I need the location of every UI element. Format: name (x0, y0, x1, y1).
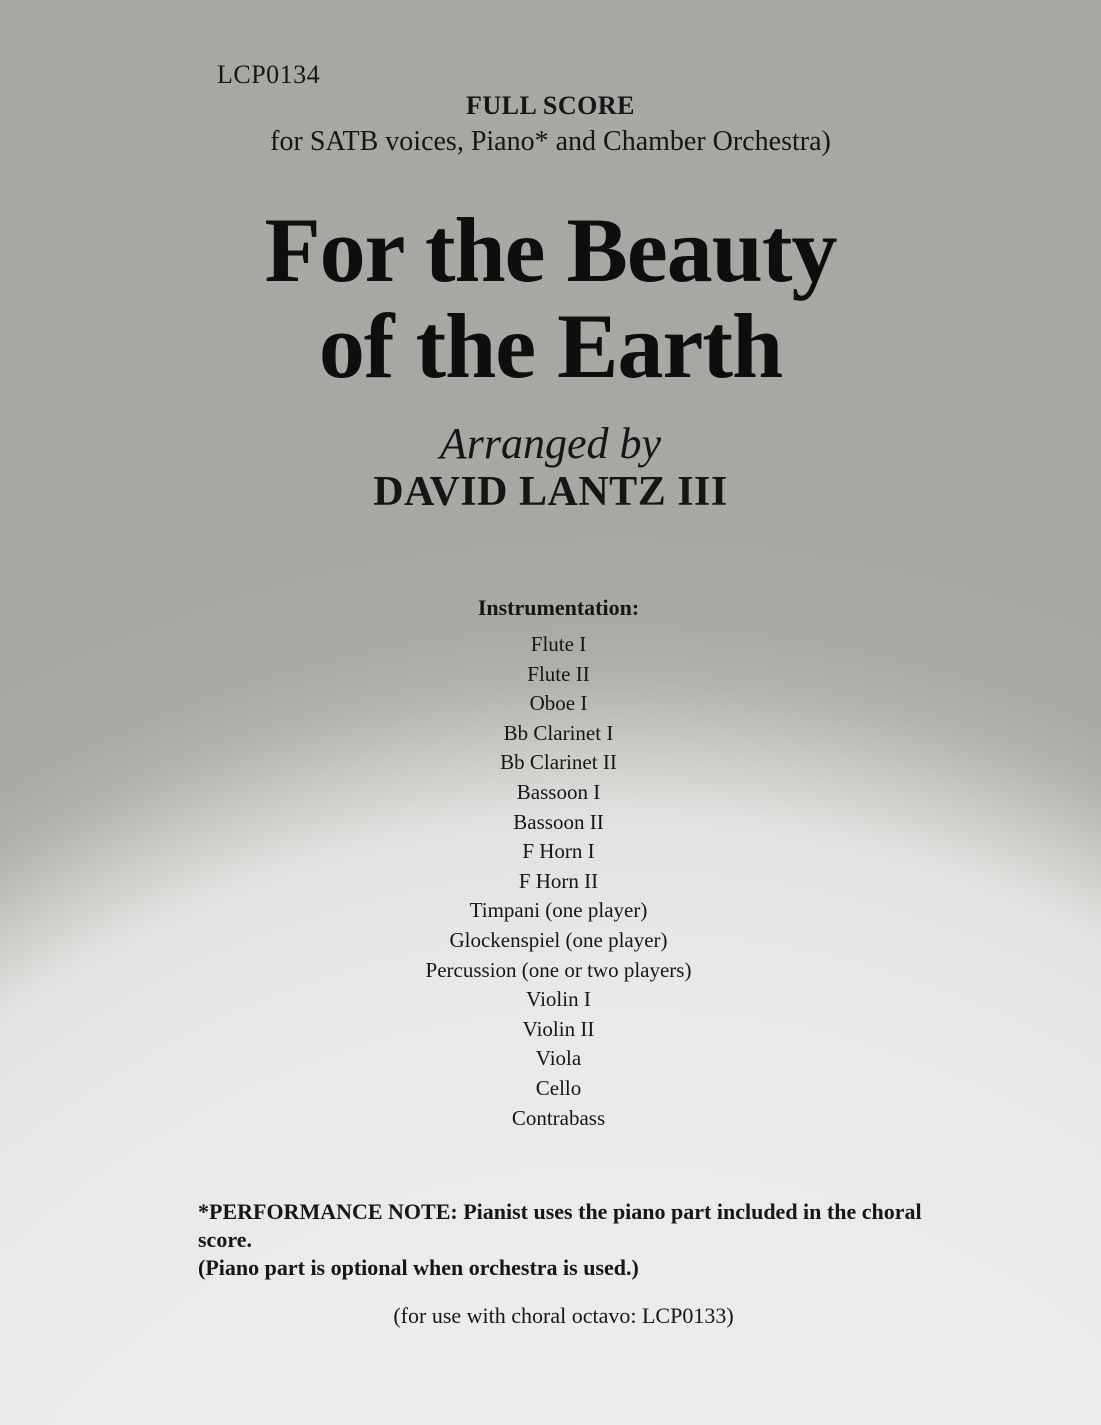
work-title-line2: of the Earth (318, 295, 783, 397)
performance-note-line1: *PERFORMANCE NOTE: Pianist uses the piano part included in the choral score. (198, 1199, 922, 1252)
work-title-line1: For the Beauty (264, 199, 837, 301)
instrument-item: Bassoon I (516, 779, 601, 804)
score-type-heading: FULL SCORE (466, 91, 635, 120)
instrument-item: Violin II (522, 1016, 595, 1041)
instrument-item: Bb Clarinet I (503, 720, 614, 745)
instrument-item: F Horn I (522, 839, 595, 864)
instrument-item: Bassoon II (513, 809, 604, 834)
arranged-by-label: Arranged by (439, 419, 662, 468)
catalog-number: LCP0134 (217, 60, 321, 89)
instrumentation-list (8, 630, 1101, 1133)
instrument-item: Cello (535, 1075, 582, 1100)
instrument-item: Contrabass (511, 1105, 606, 1130)
instrument-item: Percussion (one or two players) (425, 957, 692, 982)
instrument-item: F Horn II (518, 868, 599, 893)
scoring-subtitle: for SATB voices, Piano* and Chamber Orchestra) (270, 126, 831, 157)
performance-note (198, 1198, 958, 1282)
instrument-item: Flute II (527, 661, 590, 686)
performance-note-line2: (Piano part is optional when orchestra is used.) (198, 1255, 639, 1280)
instrument-item: Violin I (526, 987, 591, 1012)
instrument-item: Bb Clarinet II (500, 750, 617, 775)
instrument-item: Oboe I (529, 691, 588, 716)
octavo-reference: (for use with choral octavo: LCP0133) (393, 1303, 734, 1328)
instrument-item: Timpani (one player) (469, 898, 648, 923)
instrumentation-heading: Instrumentation: (477, 595, 640, 620)
work-title (0, 199, 1101, 397)
instrumentation-section (8, 595, 1101, 1133)
arranger-name: DAVID LANTZ III (373, 469, 728, 515)
instrument-item: Flute I (530, 632, 587, 656)
instrument-item: Viola (535, 1046, 582, 1071)
instrument-item: Glockenspiel (one player) (449, 927, 668, 952)
